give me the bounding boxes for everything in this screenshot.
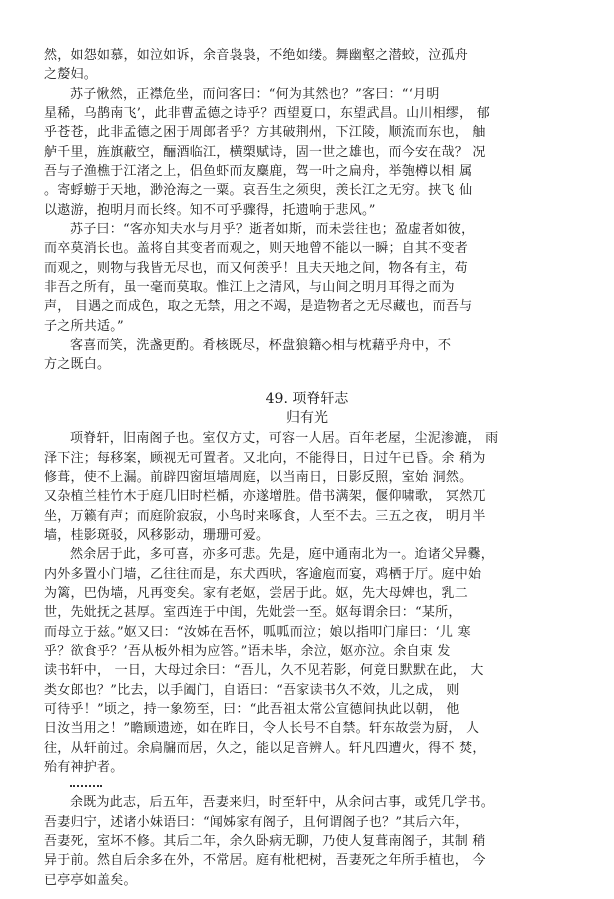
section-author: 归有光 [286, 410, 328, 426]
section-title: 49. 项脊轩志 [265, 390, 349, 407]
paragraph-line: 往，从轩前过。余扃牖而居，久之，能以足音辨人。轩凡四遭火，得不 焚， [44, 740, 486, 756]
paragraph-line: 内外多置小门墙，乙往往而是，东犬西吠，客逾庖而宴，鸡栖于厅。庭中始 [44, 566, 482, 582]
paragraph-line: 余既为此志，后五年，吾妻来归，时至轩中，从余问古事，或凭几学书。 [70, 795, 495, 811]
paragraph-line: 然，如怨如慕，如泣如诉，余音袅袅，不绝如缕。舞幽壑之潜蛟，泣孤舟 [44, 48, 469, 63]
paragraph-line: 舻千里，旌旗蔽空，酾酒临江，横槊赋诗，固一世之雄也，而今安在哉？ 况 [44, 144, 486, 160]
paragraph-line: 声， 目遇之而成色，取之无禁，用之不竭，是造物者之无尽藏也，而吾与 [44, 299, 473, 315]
paragraph-line: 非吾之所有，虽一毫而莫取。惟江上之清风，与山间之明月耳得之而为 [44, 280, 455, 295]
paragraph-line: 泽下注；每移案，顾视无可置者。又北向，不能得日，日过午已昏。余 稍为 [44, 450, 486, 466]
paragraph-line: 吾与子渔樵于江渚之上，侣鱼虾而友麋鹿，驾一叶之扁舟，举匏樽以相 属 [44, 164, 473, 179]
paragraph-line: 已亭亭如盖矣。 [44, 872, 137, 888]
paragraph-line: 子之所共适。” [44, 318, 124, 334]
paragraph-line: 而观之，则物与我皆无尽也，而又何羡乎！且夫天地之间，物各有主，苟 [44, 260, 469, 276]
paragraph-line: 类女郎也？”比去，以手阖门，自语曰：“吾家读书久不效，儿之成， 则 [44, 682, 460, 698]
paragraph-line: 日汝当用之！”瞻顾遗迹，如在昨日，令人长号不自禁。轩东故尝为厨， 人 [44, 721, 480, 737]
paragraph-line: 之嫠妇。 [44, 67, 98, 83]
paragraph-line: 以遨游，抱明月而长终。知不可乎骤得，托遗响于悲风。” [44, 202, 376, 218]
paragraph-line: 为篱，巴伪墙，凡再变矣。家有老妪，尝居于此。妪，先大母婢也，乳二 [44, 586, 469, 601]
paragraph-line: 然余居于此，多可喜，亦多可悲。先是，庭中通南北为一。迨诸父异爨， [70, 547, 495, 563]
paragraph-line: 又杂植兰桂竹木于庭几旧时栏楯，亦遂增胜。借书满架，偃仰啸歌， 冥然兀 [44, 489, 486, 505]
paragraph-line: 异于前。然自后余多在外，不常居。庭有枇杷树，吾妻死之年所手植也， 今 [44, 853, 486, 869]
paragraph-line: 吾妻归宁，述诸小妹语曰：“闻姊家有阁子，且何谓阁子也？”其后六年， [44, 814, 469, 830]
paragraph-line: 项脊轩，旧南阁子也。室仅方丈，可容一人居。百年老屋，尘泥渗漉， 雨 [70, 431, 499, 447]
paragraph-line: 乎苍苍，此非孟德之困于周郎者乎？方其破荆州，下江陵，顺流而东也， 舳 [44, 125, 486, 141]
paragraph-line: 客喜而笑，洗盏更酌。肴核既尽，杯盘狼籍◇相与枕藉乎舟中，不 [70, 338, 452, 353]
section-separator [70, 785, 102, 787]
paragraph-line: 苏子愀然，正襟危坐，而问客曰：“何为其然也？”客曰：“‘月明 [70, 86, 440, 102]
paragraph-line: 方之既白。 [44, 357, 111, 373]
paragraph-line: 吾妻死，室坏不修。其后二年，余久卧病无聊，乃使人复葺南阁子，其制 稍 [44, 834, 486, 849]
paragraph-line: 读书轩中， 一日，大母过余曰：“吾儿，久不见若影，何竟日默默在此， 大 [44, 663, 484, 679]
paragraph-line: 而母立于兹。”妪又曰：“汝姊在吾怀，呱呱而泣；娘以指叩门扉曰：‘儿 寒 [44, 624, 471, 640]
paragraph-line: 。寄蜉蝣于天地，渺沧海之一粟。哀吾生之须臾，羡长江之无穷。挟飞 仙 [44, 183, 473, 199]
paragraph-line: 苏子曰：“客亦知夫水与月乎？逝者如斯，而未尝往也；盈虚者如彼， [70, 222, 475, 237]
paragraph-line: 殆有神护者。 [44, 760, 124, 775]
paragraph-line: 墙，桂影斑驳，风移影动，珊珊可爱。 [44, 528, 270, 543]
paragraph-line: 世，先妣抚之甚厚。室西连于中闺，先妣尝一至。妪每谓余曰：“某所， [44, 605, 462, 621]
paragraph-line: 而卒莫消长也。盖将自其变者而观之，则天地曾不能以一瞬；自其不变者 [44, 241, 469, 257]
paragraph-line: 乎？欲食乎？’吾从板外相为应答。”语未毕，余泣，妪亦泣。余自束 发 [44, 644, 451, 659]
paragraph-line: 星稀，乌鹊南飞’，此非曹孟德之诗乎？西望夏口，东望武昌。山川相缪， 郁 [44, 106, 491, 121]
paragraph-line: 可待乎！”顷之，持一象笏至，曰：“此吾祖太常公宣德间执此以朝， 他 [44, 702, 460, 717]
paragraph-line: 修葺，使不上漏。前辟四窗垣墙周庭，以当南日，日影反照，室始 洞然。 [44, 470, 473, 485]
paragraph-line: 坐，万籁有声；而庭阶寂寂，小鸟时来啄食，人至不去。三五之夜， 明月半 [44, 508, 486, 524]
